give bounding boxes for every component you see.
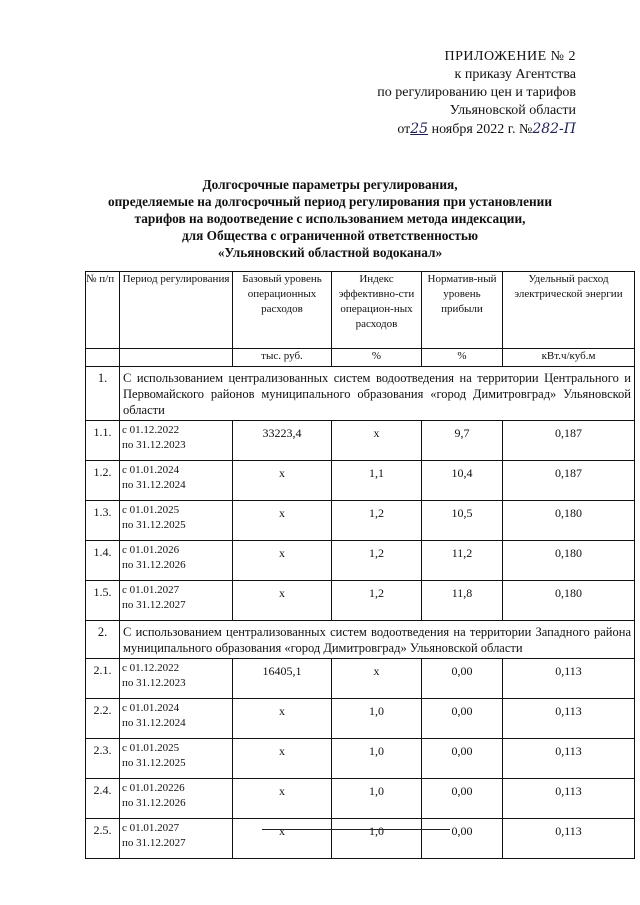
attachment-title: ПРИЛОЖЕНИЕ № 2 — [444, 49, 576, 64]
table-row — [86, 659, 635, 699]
section-title: С использованием централизованных систем водоотведения на территории Центрального и Первомайского районов муниципального образования «город Димитровград» Ульяновской области — [120, 367, 635, 421]
row-period — [120, 819, 233, 859]
table-units-row — [86, 349, 635, 367]
table-row — [86, 819, 635, 859]
row-period — [120, 779, 233, 819]
units-empty — [120, 349, 233, 367]
row-efficiency-index: х — [332, 421, 422, 461]
row-base-costs: 16405,1 — [233, 659, 332, 699]
row-profit-level: 0,00 — [422, 659, 503, 699]
row-energy-consumption: 0,187 — [503, 421, 635, 461]
row-base-costs: х — [233, 461, 332, 501]
period-from: с 01.01.2025 — [122, 504, 180, 516]
row-energy-consumption: 0,180 — [503, 501, 635, 541]
row-number: 2.5. — [86, 819, 120, 859]
row-profit-level: 10,5 — [422, 501, 503, 541]
table-row — [86, 541, 635, 581]
period-to: по 31.12.2024 — [122, 479, 186, 491]
row-number: 1.1. — [86, 421, 120, 461]
row-efficiency-index: х — [332, 659, 422, 699]
header-base-costs: Базовый уровень операционных расходов — [233, 272, 332, 349]
row-efficiency-index: 1,1 — [332, 461, 422, 501]
row-number: 2.4. — [86, 779, 120, 819]
closing-rule — [262, 829, 450, 830]
row-number: 2.2. — [86, 699, 120, 739]
row-energy-consumption: 0,187 — [503, 461, 635, 501]
row-period — [120, 659, 233, 699]
header-period: Период регулирования — [120, 272, 233, 349]
row-number: 1.2. — [86, 461, 120, 501]
period-from: с 01.01.20226 — [122, 782, 185, 794]
row-base-costs: х — [233, 779, 332, 819]
row-energy-consumption: 0,113 — [503, 739, 635, 779]
row-profit-level: 0,00 — [422, 739, 503, 779]
row-base-costs: х — [233, 581, 332, 621]
period-to: по 31.12.2023 — [122, 677, 186, 689]
period-to: по 31.12.2026 — [122, 559, 186, 571]
row-base-costs: х — [233, 699, 332, 739]
row-efficiency-index: 1,0 — [332, 739, 422, 779]
row-efficiency-index: 1,0 — [332, 819, 422, 859]
attachment-date-line — [316, 120, 576, 139]
row-number: 1.4. — [86, 541, 120, 581]
row-base-costs: х — [233, 739, 332, 779]
date-day-handwritten: 25 — [410, 121, 429, 137]
date-rest: ноября 2022 г. № — [431, 122, 533, 137]
period-to: по 31.12.2026 — [122, 797, 186, 809]
row-period — [120, 421, 233, 461]
row-efficiency-index: 1,2 — [332, 581, 422, 621]
section-row — [86, 621, 635, 659]
period-from: с 01.12.2022 — [122, 662, 180, 674]
period-from: с 01.01.2024 — [122, 464, 180, 476]
heading-line: тарифов на водоотведение с использованием метода индексации, — [134, 211, 526, 226]
period-to: по 31.12.2027 — [122, 599, 186, 611]
heading-line: определяемые на долгосрочный период регулирования при установлении — [107, 194, 552, 209]
row-efficiency-index: 1,2 — [332, 541, 422, 581]
row-base-costs: х — [233, 541, 332, 581]
section-title: С использованием централизованных систем водоотведения на территории Западного района муниципального образования «город Димитровград» Ульяновской области — [120, 621, 635, 659]
section-number: 2. — [86, 621, 120, 659]
attachment-block — [316, 48, 576, 139]
table-row — [86, 739, 635, 779]
row-profit-level: 10,4 — [422, 461, 503, 501]
attachment-line-agency: по регулированию цен и тарифов — [377, 85, 576, 100]
row-base-costs: х — [233, 501, 332, 541]
row-energy-consumption: 0,113 — [503, 659, 635, 699]
table-header-row — [86, 272, 635, 349]
table-row — [86, 421, 635, 461]
document-heading — [70, 176, 590, 261]
row-profit-level: 0,00 — [422, 779, 503, 819]
row-period — [120, 541, 233, 581]
period-from: с 01.01.2024 — [122, 702, 180, 714]
table-row — [86, 501, 635, 541]
period-from: с 01.01.2025 — [122, 742, 180, 754]
unit-efficiency-index: % — [332, 349, 422, 367]
row-period — [120, 461, 233, 501]
row-profit-level: 11,2 — [422, 541, 503, 581]
row-efficiency-index: 1,0 — [332, 779, 422, 819]
units-empty — [86, 349, 120, 367]
row-energy-consumption: 0,180 — [503, 581, 635, 621]
attachment-line-region: Ульяновской области — [449, 103, 576, 118]
row-number: 1.5. — [86, 581, 120, 621]
header-efficiency-index: Индекс эффективно-сти операцион-ных расходов — [332, 272, 422, 349]
row-number: 1.3. — [86, 501, 120, 541]
period-to: по 31.12.2027 — [122, 837, 186, 849]
header-profit-level: Норматив-ный уровень прибыли — [422, 272, 503, 349]
section-row — [86, 367, 635, 421]
row-efficiency-index: 1,0 — [332, 699, 422, 739]
row-profit-level: 9,7 — [422, 421, 503, 461]
table-row — [86, 581, 635, 621]
unit-profit-level: % — [422, 349, 503, 367]
heading-line: Долгосрочные параметры регулирования, — [202, 177, 458, 192]
period-from: с 01.01.2027 — [122, 584, 180, 596]
row-energy-consumption: 0,113 — [503, 699, 635, 739]
row-profit-level: 11,8 — [422, 581, 503, 621]
row-number: 2.1. — [86, 659, 120, 699]
table-row — [86, 779, 635, 819]
order-number-handwritten: 282-П — [532, 121, 576, 137]
row-period — [120, 699, 233, 739]
row-energy-consumption: 0,180 — [503, 541, 635, 581]
row-energy-consumption: 0,113 — [503, 779, 635, 819]
row-period — [120, 581, 233, 621]
unit-base-costs: тыс. руб. — [233, 349, 332, 367]
row-base-costs: 33223,4 — [233, 421, 332, 461]
period-to: по 31.12.2025 — [122, 519, 186, 531]
row-efficiency-index: 1,2 — [332, 501, 422, 541]
heading-line: «Ульяновский областной водоканал» — [217, 245, 443, 260]
unit-energy-consumption: кВт.ч/куб.м — [503, 349, 635, 367]
parameters-table — [85, 271, 635, 859]
attachment-line-order: к приказу Агентства — [454, 67, 576, 82]
period-to: по 31.12.2024 — [122, 717, 186, 729]
period-from: с 01.01.2027 — [122, 822, 180, 834]
row-profit-level: 0,00 — [422, 819, 503, 859]
row-base-costs: х — [233, 819, 332, 859]
row-number: 2.3. — [86, 739, 120, 779]
period-to: по 31.12.2025 — [122, 757, 186, 769]
header-energy-consumption: Удельный расход электрической энергии — [503, 272, 635, 349]
table-row — [86, 461, 635, 501]
period-from: с 01.12.2022 — [122, 424, 180, 436]
row-period — [120, 501, 233, 541]
date-prefix: от — [397, 122, 411, 137]
header-number: № п/п — [86, 272, 120, 349]
period-from: с 01.01.2026 — [122, 544, 180, 556]
period-to: по 31.12.2023 — [122, 439, 186, 451]
row-profit-level: 0,00 — [422, 699, 503, 739]
row-energy-consumption: 0,113 — [503, 819, 635, 859]
row-period — [120, 739, 233, 779]
table-row — [86, 699, 635, 739]
heading-line: для Общества с ограниченной ответственностью — [181, 228, 479, 243]
section-number: 1. — [86, 367, 120, 421]
